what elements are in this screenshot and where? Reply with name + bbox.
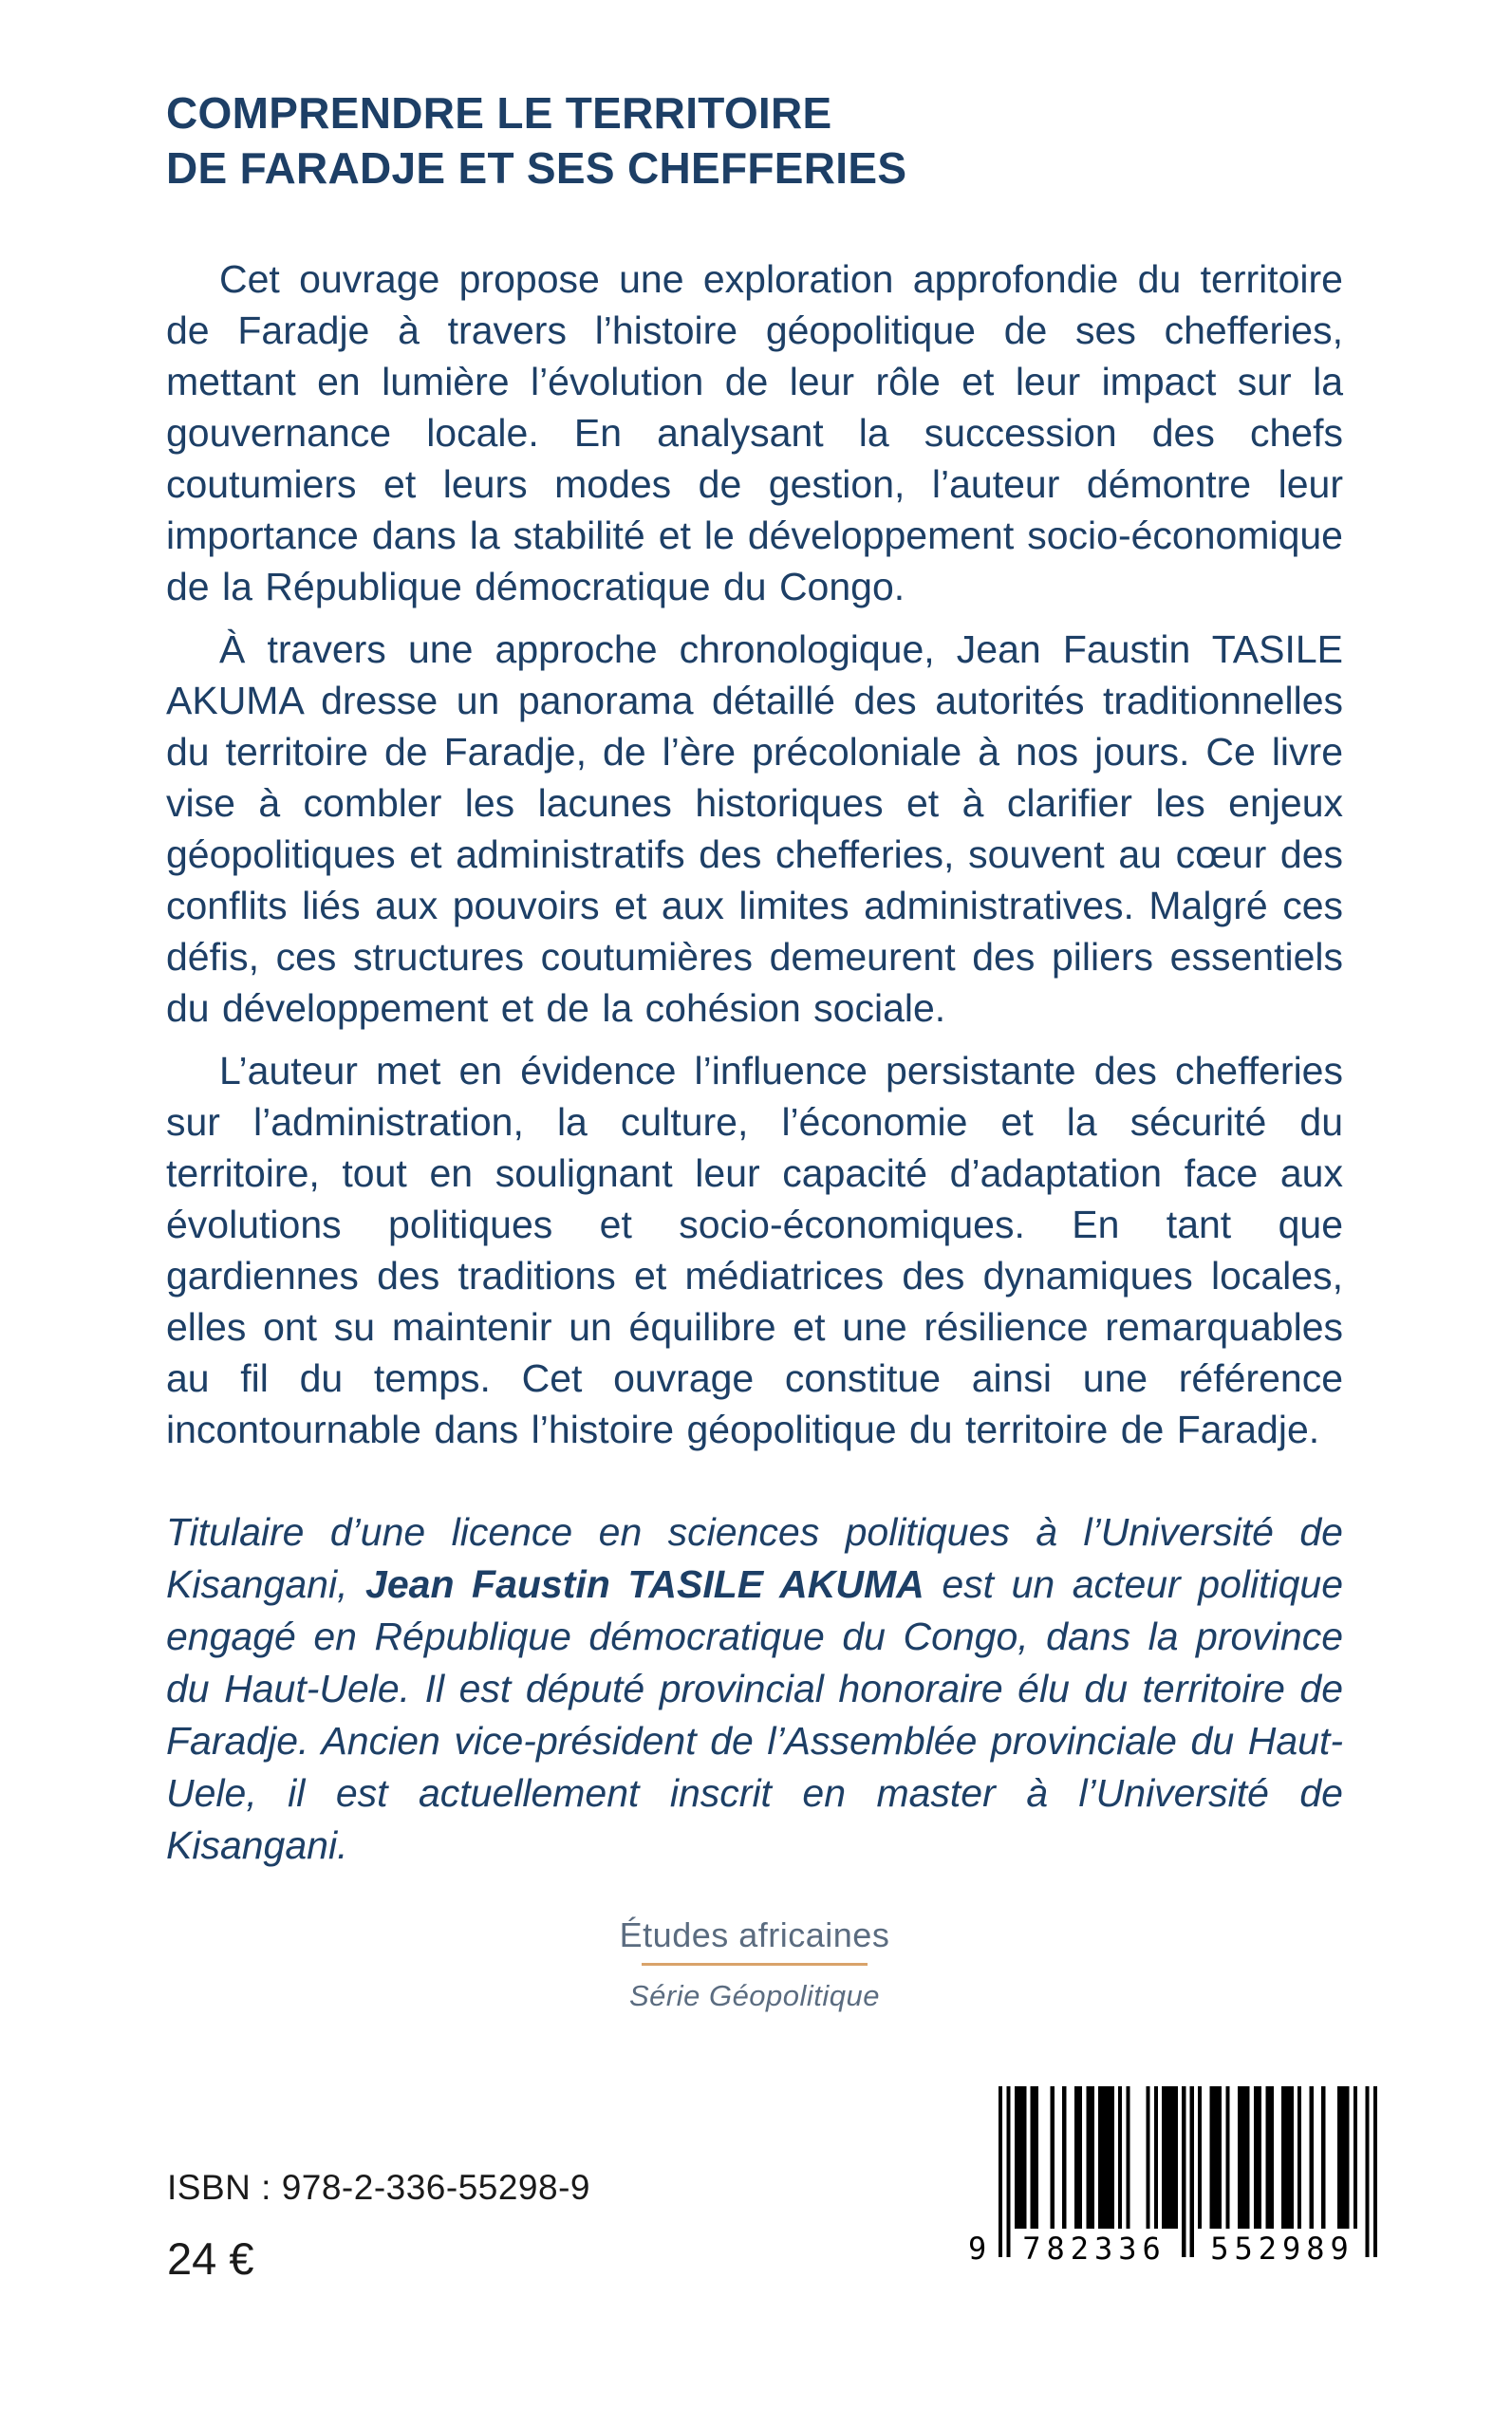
synopsis-paragraph-3: L’auteur met en évidence l’influence persistante des chefferies sur l’administration, la culture, l’économie et la sécurité du territoire, tout en soulignant leur capacité d’adaptation face aux évolutions politiques et socio-économiques. En tant que gardiennes des traditions et médiatrices des dynamiques locales, elles ont su maintenir un équilibre et une résilience remarquables au fil du temps. Cet ouvrage constitue ainsi une référence incontournable dans l’histoire géopolitique du territoire de Faradje. bbox=[166, 1048, 1343, 1451]
barcode-digits-right: 552989 bbox=[1210, 2231, 1354, 2267]
barcode-digit-lead: 9 bbox=[968, 2231, 987, 2267]
series-block bbox=[166, 1915, 1343, 2013]
author-bio-text-before: Titulaire d’une licence en sciences politiques à l’Université de Kisangani, bbox=[166, 1509, 1343, 1606]
barcode bbox=[968, 2086, 1378, 2276]
author-bio bbox=[166, 1506, 1343, 1872]
price-text: 24 € bbox=[167, 2233, 254, 2284]
synopsis-paragraph-1: Cet ouvrage propose une exploration approfondie du territoire de Faradje à travers l’histoire géopolitique de ses chefferies, mettant en lumière l’évolution de leur rôle et leur impact sur la gouvernance locale. En analysant la succession des chefs coutumiers et leurs modes de gestion, l’auteur démontre leur importance dans la stabilité et le développement socio-économique de la République démocratique du Congo. bbox=[166, 256, 1343, 608]
series-collection-name: Études africaines bbox=[619, 1914, 890, 1954]
book-title bbox=[166, 85, 1343, 196]
barcode-digits-left: 782336 bbox=[1022, 2231, 1167, 2267]
book-title-line-1: COMPRENDRE LE TERRITOIRE bbox=[166, 88, 832, 138]
series-underline bbox=[642, 1963, 868, 1966]
synopsis-paragraph-2: À travers une approche chronologique, Jean Faustin TASILE AKUMA dresse un panorama détaillé des autorités traditionnelles du territoire de Faradje, de l’ère précoloniale à nos jours. Ce livre vise à combler les lacunes historiques et à clarifier les enjeux géopolitiques et administratifs des chefferies, souvent au cœur des conflits liés aux pouvoirs et aux limites administratives. Malgré ces défis, ces structures coutumières demeurent des piliers essentiels du développement et de la cohésion sociale. bbox=[166, 626, 1343, 1030]
author-name: Jean Faustin TASILE AKUMA bbox=[365, 1561, 924, 1606]
series-subtitle: Série Géopolitique bbox=[628, 1978, 881, 2012]
isbn-text: ISBN : 978-2-336-55298-9 bbox=[167, 2168, 590, 2207]
author-bio-text-after: est un acteur politique engagé en République démocratique du Congo, dans la province du Haut-Uele. Il est député provincial honoraire élu du territoire de Faradje. Ancien vice-président de l’Assemblée provinciale du Haut-Uele, il est actuellement inscrit en master à l’Université de Kisangani. bbox=[166, 1561, 1343, 1867]
book-title-line-2: DE FARADJE ET SES CHEFFERIES bbox=[166, 143, 907, 194]
